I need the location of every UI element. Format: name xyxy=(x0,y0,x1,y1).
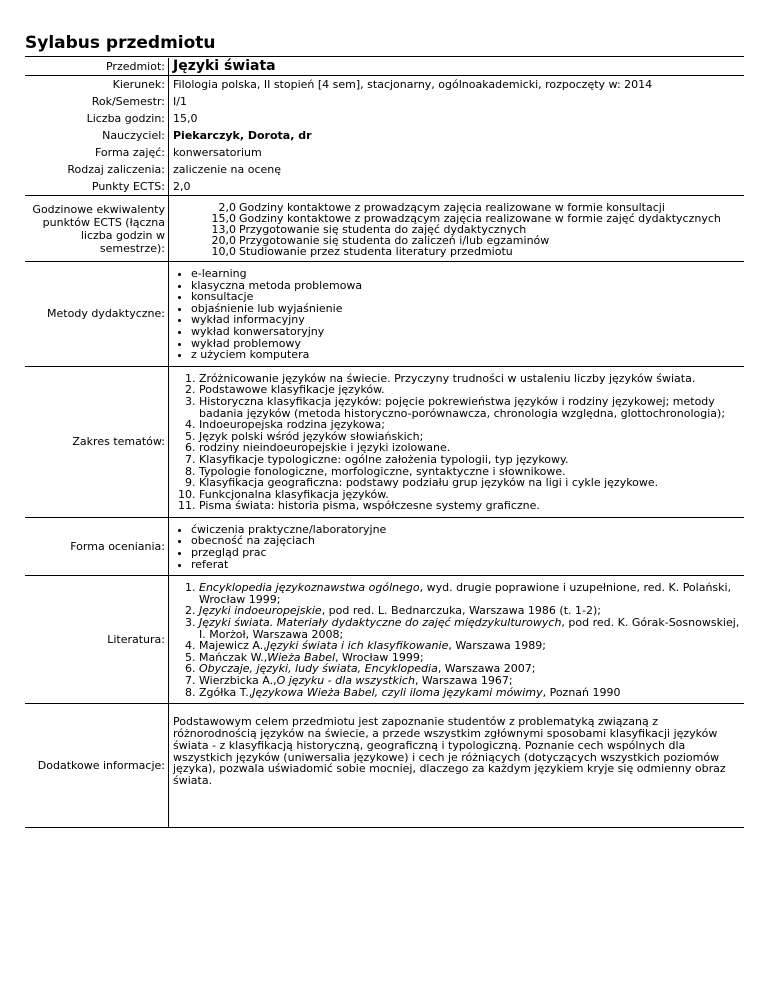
list-item: 6. rodziny nieindoeuropejskie i języki izolowane. xyxy=(199,442,742,454)
list-item: 4. Indoeuropejska rodzina językowa; xyxy=(199,419,742,431)
list-item: 8. Zgółka T.,Językowa Wieża Babel, czyli iloma językami mówimy, Poznań 1990 xyxy=(199,687,742,699)
list-item: • z użyciem komputera xyxy=(191,349,742,361)
label-kierunek: Kierunek: xyxy=(25,76,169,94)
list-item: • e-learning xyxy=(191,268,742,280)
label-nauczyciel: Nauczyciel: xyxy=(25,127,169,144)
label-ects: Punkty ECTS: xyxy=(25,178,169,196)
label-liczba-godzin: Liczba godzin: xyxy=(25,110,169,127)
list-item: 10. Funkcjonalna klasyfikacja języków. xyxy=(199,489,742,501)
zakres-list xyxy=(173,373,742,512)
list-item: • wykład informacyjny xyxy=(191,314,742,326)
label-zakres: Zakres tematów: xyxy=(25,366,169,517)
hours-list xyxy=(193,202,721,257)
hours-text: Przygotowanie się studenta do zaliczeń i/lub egzaminów xyxy=(239,234,550,247)
hours-item xyxy=(193,246,721,257)
list-item: • ćwiczenia praktyczne/laboratoryjne xyxy=(191,524,742,536)
hours-text: Godziny kontaktowe z prowadzącym zajęcia realizowane w formie konsultacji xyxy=(239,201,665,214)
list-item: • objaśnienie lub wyjaśnienie xyxy=(191,303,742,315)
row-liczba-godzin xyxy=(25,110,744,127)
hours-value: 20,0 xyxy=(211,234,236,247)
list-item: 2. Języki indoeuropejskie, pod red. L. Bednarczuka, Warszawa 1986 (t. 1-2); xyxy=(199,605,742,617)
literatura-list xyxy=(173,582,742,698)
row-literatura xyxy=(25,576,744,704)
page-title: Sylabus przedmiotu xyxy=(25,33,216,53)
row-rodzaj-zaliczenia xyxy=(25,161,744,178)
value-ects: 2,0 xyxy=(169,178,745,196)
list-item: • klasyczna metoda problemowa xyxy=(191,280,742,292)
top-divider xyxy=(25,56,744,57)
hours-value: 10,0 xyxy=(211,245,236,258)
row-ocena xyxy=(25,517,744,575)
list-item: 2. Podstawowe klasyfikacje języków. xyxy=(199,384,742,396)
list-item: 7. Klasyfikacje typologiczne: ogólne założenia typologii, typ językowy. xyxy=(199,454,742,466)
value-liczba-godzin: 15,0 xyxy=(173,112,198,125)
label-dodatkowe: Dodatkowe informacje: xyxy=(25,704,169,828)
row-dodatkowe xyxy=(25,704,744,828)
list-item: • wykład problemowy xyxy=(191,338,742,350)
list-item: • wykład konwersatoryjny xyxy=(191,326,742,338)
list-item: 8. Typologie fonologiczne, morfologiczne, syntaktyczne i słownikowe. xyxy=(199,466,742,478)
list-item: 4. Majewicz A.,Języki świata i ich klasyfikowanie, Warszawa 1989; xyxy=(199,640,742,652)
hours-text: Studiowanie przez studenta literatury przedmiotu xyxy=(239,245,513,258)
list-item: 1. Zróżnicowanie języków na świecie. Przyczyny trudności w ustaleniu liczby języków świata. xyxy=(199,373,742,385)
row-rok xyxy=(25,93,744,110)
row-forma-zajec xyxy=(25,144,744,161)
list-item: • referat xyxy=(191,559,742,571)
row-przedmiot xyxy=(25,58,744,76)
value-dodatkowe: Podstawowym celem przedmiotu jest zapoznanie studentów z problematyką związaną z różnorodnością języków na świecie, a przede wszystkim zgłównymi sposobami klasyfikacji języków świata - z klasyfikacją historyczną, geograficzną i typologiczną. Poznanie cech wspólnych dla wszystkich języków (uniwersalia językowe) i cech je różniących (dotyczących wszystkich poziomów języka), pozwala uświadomić sobie mocniej, dlaczego za każdym językiem kryje się odmienny obraz świata. xyxy=(169,704,745,828)
value-przedmiot: Języki świata xyxy=(169,58,745,76)
list-item: 3. Języki świata. Materiały dydaktyczne do zajęć międzykulturowych, pod red. K. Górak-Sosnowskiej, I. Morżoł, Warszawa 2008; xyxy=(199,617,742,640)
hours-text: Godziny kontaktowe z prowadzącym zajęcia realizowane w formie zajęć dydaktycznych xyxy=(239,212,721,225)
value-rodzaj-zaliczenia: zaliczenie na ocenę xyxy=(173,163,282,176)
hours-value: 2,0 xyxy=(218,201,236,214)
label-literatura: Literatura: xyxy=(25,576,169,704)
list-item: 5. Język polski wśród języków słowiańskich; xyxy=(199,431,742,443)
list-item: 1. Encyklopedia językoznawstwa ogólnego, wyd. drugie poprawione i uzupełnione, red. K. Polański, Wrocław 1999; xyxy=(199,582,742,605)
row-godzinowe xyxy=(25,196,744,262)
list-item: 9. Klasyfikacja geograficzna: podstawy podziału grup języków na ligi i cykle językowe. xyxy=(199,477,742,489)
syllabus-table xyxy=(25,58,744,828)
list-item: • konsultacje xyxy=(191,291,742,303)
list-item: 5. Mańczak W.,Wieża Babel, Wrocław 1999; xyxy=(199,652,742,664)
list-item: • przegląd prac xyxy=(191,547,742,559)
label-rodzaj-zaliczenia: Rodzaj zaliczenia: xyxy=(25,161,169,178)
list-item: 6. Obyczaje, języki, ludy świata, Encyklopedia, Warszawa 2007; xyxy=(199,663,742,675)
value-kierunek: Filologia polska, II stopień [4 sem], stacjonarny, ogólnoakademicki, rozpoczęty w: 2014 xyxy=(173,78,653,91)
row-metody xyxy=(25,262,744,367)
list-item: 3. Historyczna klasyfikacja języków: pojęcie pokrewieństwa języków i rodziny językowej; metody badania języków (metoda historyczno-porównawcza, chronologia względna, glottochronologia); xyxy=(199,396,742,419)
ocena-list xyxy=(173,524,742,570)
hours-value: 15,0 xyxy=(211,212,236,225)
list-item: • obecność na zajęciach xyxy=(191,535,742,547)
label-rok: Rok/Semestr: xyxy=(25,93,169,110)
label-metody: Metody dydaktyczne: xyxy=(25,262,169,367)
value-forma-zajec: konwersatorium xyxy=(173,146,262,159)
row-nauczyciel xyxy=(25,127,744,144)
hours-value: 13,0 xyxy=(211,223,236,236)
label-przedmiot: Przedmiot: xyxy=(25,58,169,76)
row-ects xyxy=(25,178,744,196)
list-item: 7. Wierzbicka A.,O języku - dla wszystkich, Warszawa 1967; xyxy=(199,675,742,687)
value-rok: I/1 xyxy=(173,95,187,108)
list-item: 11. Pisma świata: historia pisma, współczesne systemy graficzne. xyxy=(199,500,742,512)
row-zakres xyxy=(25,366,744,517)
hours-text: Przygotowanie się studenta do zajęć dydaktycznych xyxy=(239,223,527,236)
label-forma-zajec: Forma zajęć: xyxy=(25,144,169,161)
value-nauczyciel: Piekarczyk, Dorota, dr xyxy=(173,129,312,142)
row-kierunek xyxy=(25,76,744,94)
label-godzinowe: Godzinowe ekwiwalenty punktów ECTS (łączna liczba godzin w semestrze): xyxy=(25,196,169,262)
metody-list xyxy=(173,268,742,361)
label-ocena: Forma oceniania: xyxy=(25,517,169,575)
